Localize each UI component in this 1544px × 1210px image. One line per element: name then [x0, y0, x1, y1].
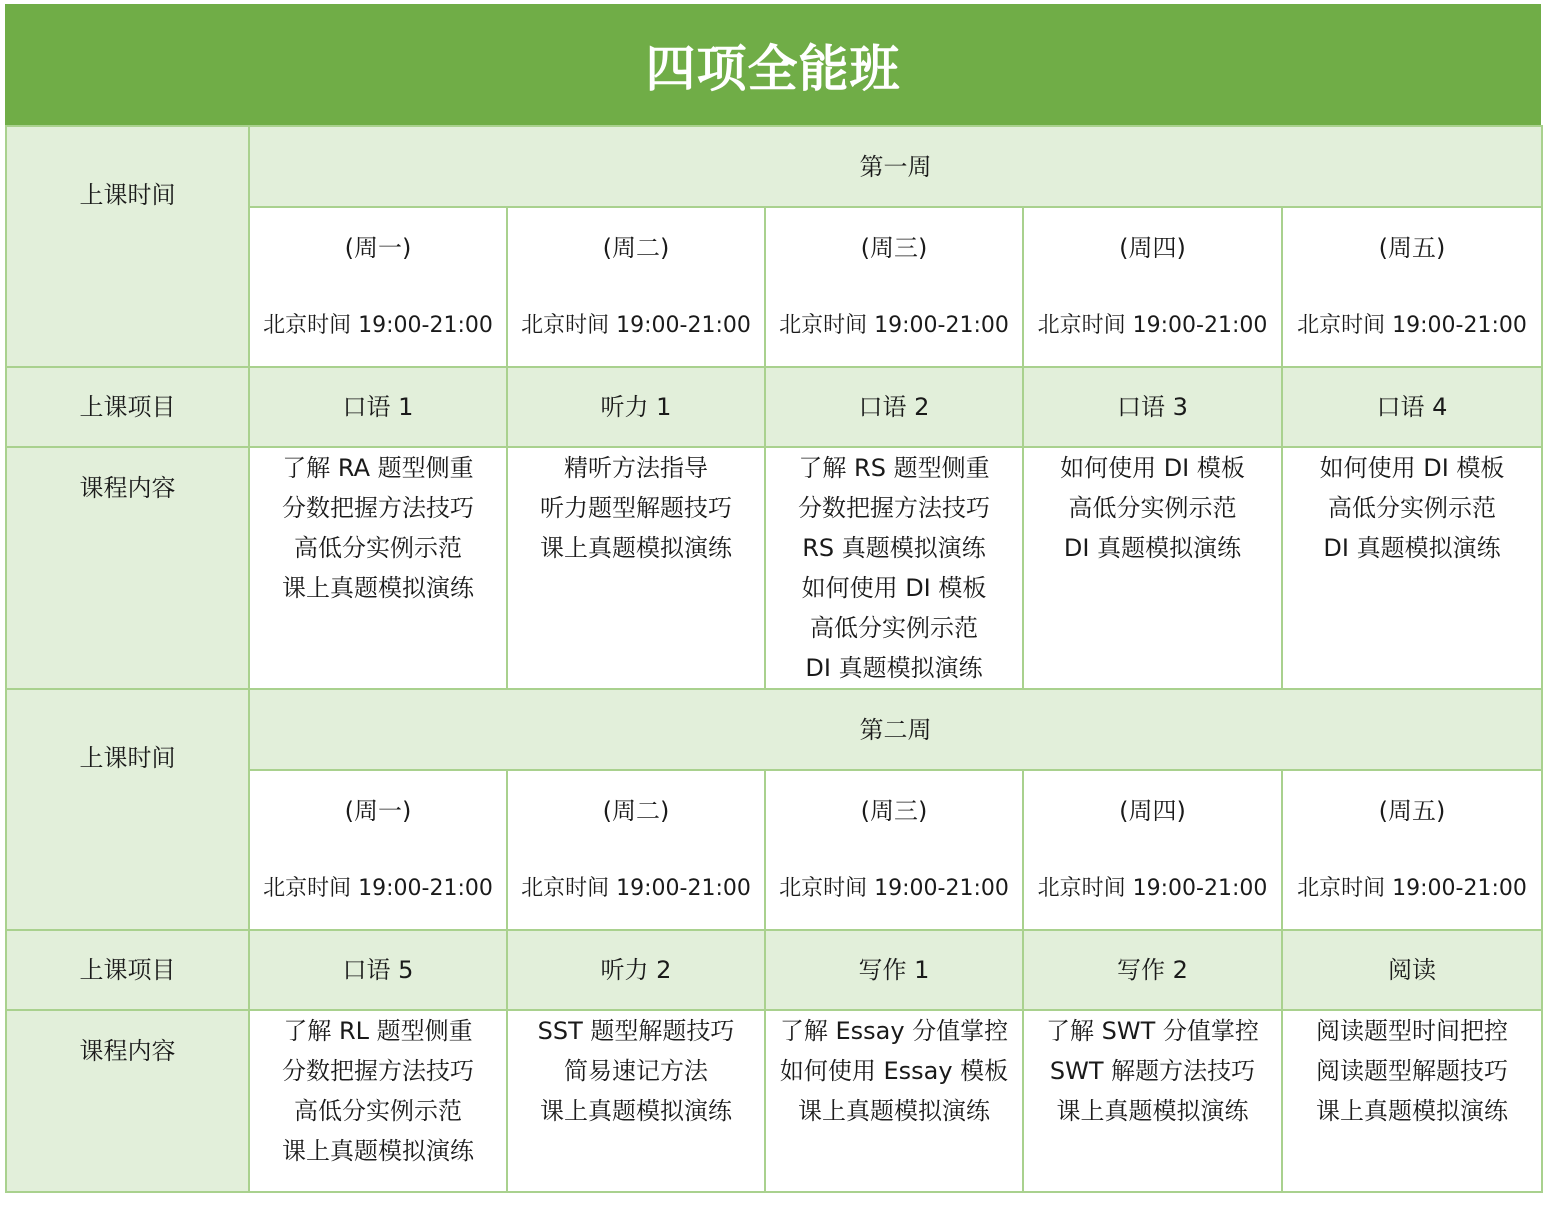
day-cell — [507, 207, 765, 367]
day-cell — [1023, 207, 1282, 367]
content-cell — [507, 447, 765, 689]
week-header-row — [6, 126, 1542, 207]
class-time: 北京时间 19:00-21:00 — [263, 876, 493, 901]
day-cell — [249, 770, 507, 930]
day-name: (周二) — [602, 797, 670, 825]
content-line: 如何使用 DI 模板 — [1319, 454, 1505, 482]
day-cell — [1282, 770, 1542, 930]
content-cell — [1023, 447, 1282, 689]
content-line: DI 真题模拟演练 — [1063, 534, 1242, 562]
day-name: (周三) — [860, 797, 928, 825]
day-name: (周三) — [860, 234, 928, 262]
content-cell — [765, 447, 1023, 689]
class-time: 北京时间 19:00-21:00 — [521, 876, 751, 901]
content-label-cell — [6, 1010, 249, 1192]
week-name: 第一周 — [249, 126, 1542, 207]
project-cell: 阅读 — [1282, 930, 1542, 1010]
content-row — [6, 1010, 1542, 1192]
class-time: 北京时间 19:00-21:00 — [779, 876, 1009, 901]
time-label: 上课时间 — [79, 181, 176, 209]
day-name: (周五) — [1378, 797, 1446, 825]
content-cell — [249, 447, 507, 689]
content-line: 如何使用 DI 模板 — [801, 574, 987, 602]
project-cell: 写作 1 — [765, 930, 1023, 1010]
content-line: 课上真题模拟演练 — [1316, 1097, 1508, 1125]
content-cell — [249, 1010, 507, 1192]
page-title: 四项全能班 — [5, 4, 1541, 125]
day-name: (周二) — [602, 234, 670, 262]
content-line: 如何使用 Essay 模板 — [779, 1057, 1009, 1085]
day-cell — [1282, 207, 1542, 367]
time-label-cell — [6, 126, 249, 367]
class-time: 北京时间 19:00-21:00 — [1297, 313, 1527, 338]
content-line: 分数把握方法技巧 — [282, 494, 474, 522]
content-line: 阅读题型解题技巧 — [1316, 1057, 1508, 1085]
content-line: DI 真题模拟演练 — [805, 654, 983, 682]
week-header-row — [6, 689, 1542, 770]
time-label: 上课时间 — [79, 744, 176, 772]
content-line: 阅读题型时间把控 — [1316, 1017, 1508, 1045]
content-cell — [1282, 1010, 1542, 1192]
day-name: (周五) — [1378, 234, 1446, 262]
day-name: (周四) — [1119, 234, 1186, 262]
project-label: 上课项目 — [6, 367, 249, 447]
content-line: 分数把握方法技巧 — [798, 494, 990, 522]
schedule-table — [5, 125, 1543, 1193]
content-line: 了解 RS 题型侧重 — [798, 454, 990, 482]
project-cell: 口语 4 — [1282, 367, 1542, 447]
content-line: 课上真题模拟演练 — [540, 534, 732, 562]
content-cell — [507, 1010, 765, 1192]
project-cell: 口语 5 — [249, 930, 507, 1010]
day-cell — [765, 207, 1023, 367]
content-line: 了解 Essay 分值掌控 — [779, 1017, 1009, 1045]
content-line: 高低分实例示范 — [294, 534, 462, 562]
content-line: 精听方法指导 — [564, 454, 708, 482]
time-label-cell — [6, 689, 249, 930]
project-cell: 口语 3 — [1023, 367, 1282, 447]
class-time: 北京时间 19:00-21:00 — [1037, 313, 1268, 338]
day-name: (周一) — [344, 234, 412, 262]
content-cell — [765, 1010, 1023, 1192]
content-line: 分数把握方法技巧 — [282, 1057, 474, 1085]
project-cell: 写作 2 — [1023, 930, 1282, 1010]
day-cell — [249, 207, 507, 367]
project-row — [6, 367, 1542, 447]
project-cell: 口语 2 — [765, 367, 1023, 447]
content-line: RS 真题模拟演练 — [802, 534, 986, 562]
day-cell — [1023, 770, 1282, 930]
content-label: 课程内容 — [79, 1037, 176, 1065]
content-line: 了解 RL 题型侧重 — [283, 1017, 473, 1045]
class-time: 北京时间 19:00-21:00 — [1297, 876, 1527, 901]
content-cell — [1282, 447, 1542, 689]
content-label-cell — [6, 447, 249, 689]
content-line: 高低分实例示范 — [810, 614, 978, 642]
content-line: 课上真题模拟演练 — [798, 1097, 990, 1125]
content-line: 课上真题模拟演练 — [282, 574, 474, 602]
week-name: 第二周 — [249, 689, 1542, 770]
content-line: 课上真题模拟演练 — [1056, 1097, 1249, 1125]
content-line: 高低分实例示范 — [294, 1097, 462, 1125]
content-line: 课上真题模拟演练 — [540, 1097, 732, 1125]
content-line: 高低分实例示范 — [1328, 494, 1496, 522]
content-line: 了解 SWT 分值掌控 — [1046, 1017, 1259, 1045]
content-line: SWT 解题方法技巧 — [1049, 1057, 1256, 1085]
content-line: DI 真题模拟演练 — [1323, 534, 1501, 562]
content-line: 简易速记方法 — [564, 1057, 708, 1085]
content-cell — [1023, 1010, 1282, 1192]
day-name: (周四) — [1119, 797, 1186, 825]
class-time: 北京时间 19:00-21:00 — [1037, 876, 1268, 901]
content-line: 高低分实例示范 — [1068, 494, 1237, 522]
content-line: 了解 RA 题型侧重 — [282, 454, 474, 482]
class-time: 北京时间 19:00-21:00 — [521, 313, 751, 338]
day-cell — [507, 770, 765, 930]
content-line: 课上真题模拟演练 — [282, 1137, 474, 1165]
project-cell: 口语 1 — [249, 367, 507, 447]
project-cell: 听力 1 — [507, 367, 765, 447]
project-row — [6, 930, 1542, 1010]
content-row — [6, 447, 1542, 689]
day-cell — [765, 770, 1023, 930]
content-line: 如何使用 DI 模板 — [1060, 454, 1245, 482]
class-time: 北京时间 19:00-21:00 — [779, 313, 1009, 338]
day-name: (周一) — [344, 797, 412, 825]
content-line: SST 题型解题技巧 — [537, 1017, 735, 1045]
project-label: 上课项目 — [6, 930, 249, 1010]
content-line: 听力题型解题技巧 — [540, 494, 732, 522]
content-label: 课程内容 — [79, 474, 176, 502]
class-time: 北京时间 19:00-21:00 — [263, 313, 493, 338]
project-cell: 听力 2 — [507, 930, 765, 1010]
